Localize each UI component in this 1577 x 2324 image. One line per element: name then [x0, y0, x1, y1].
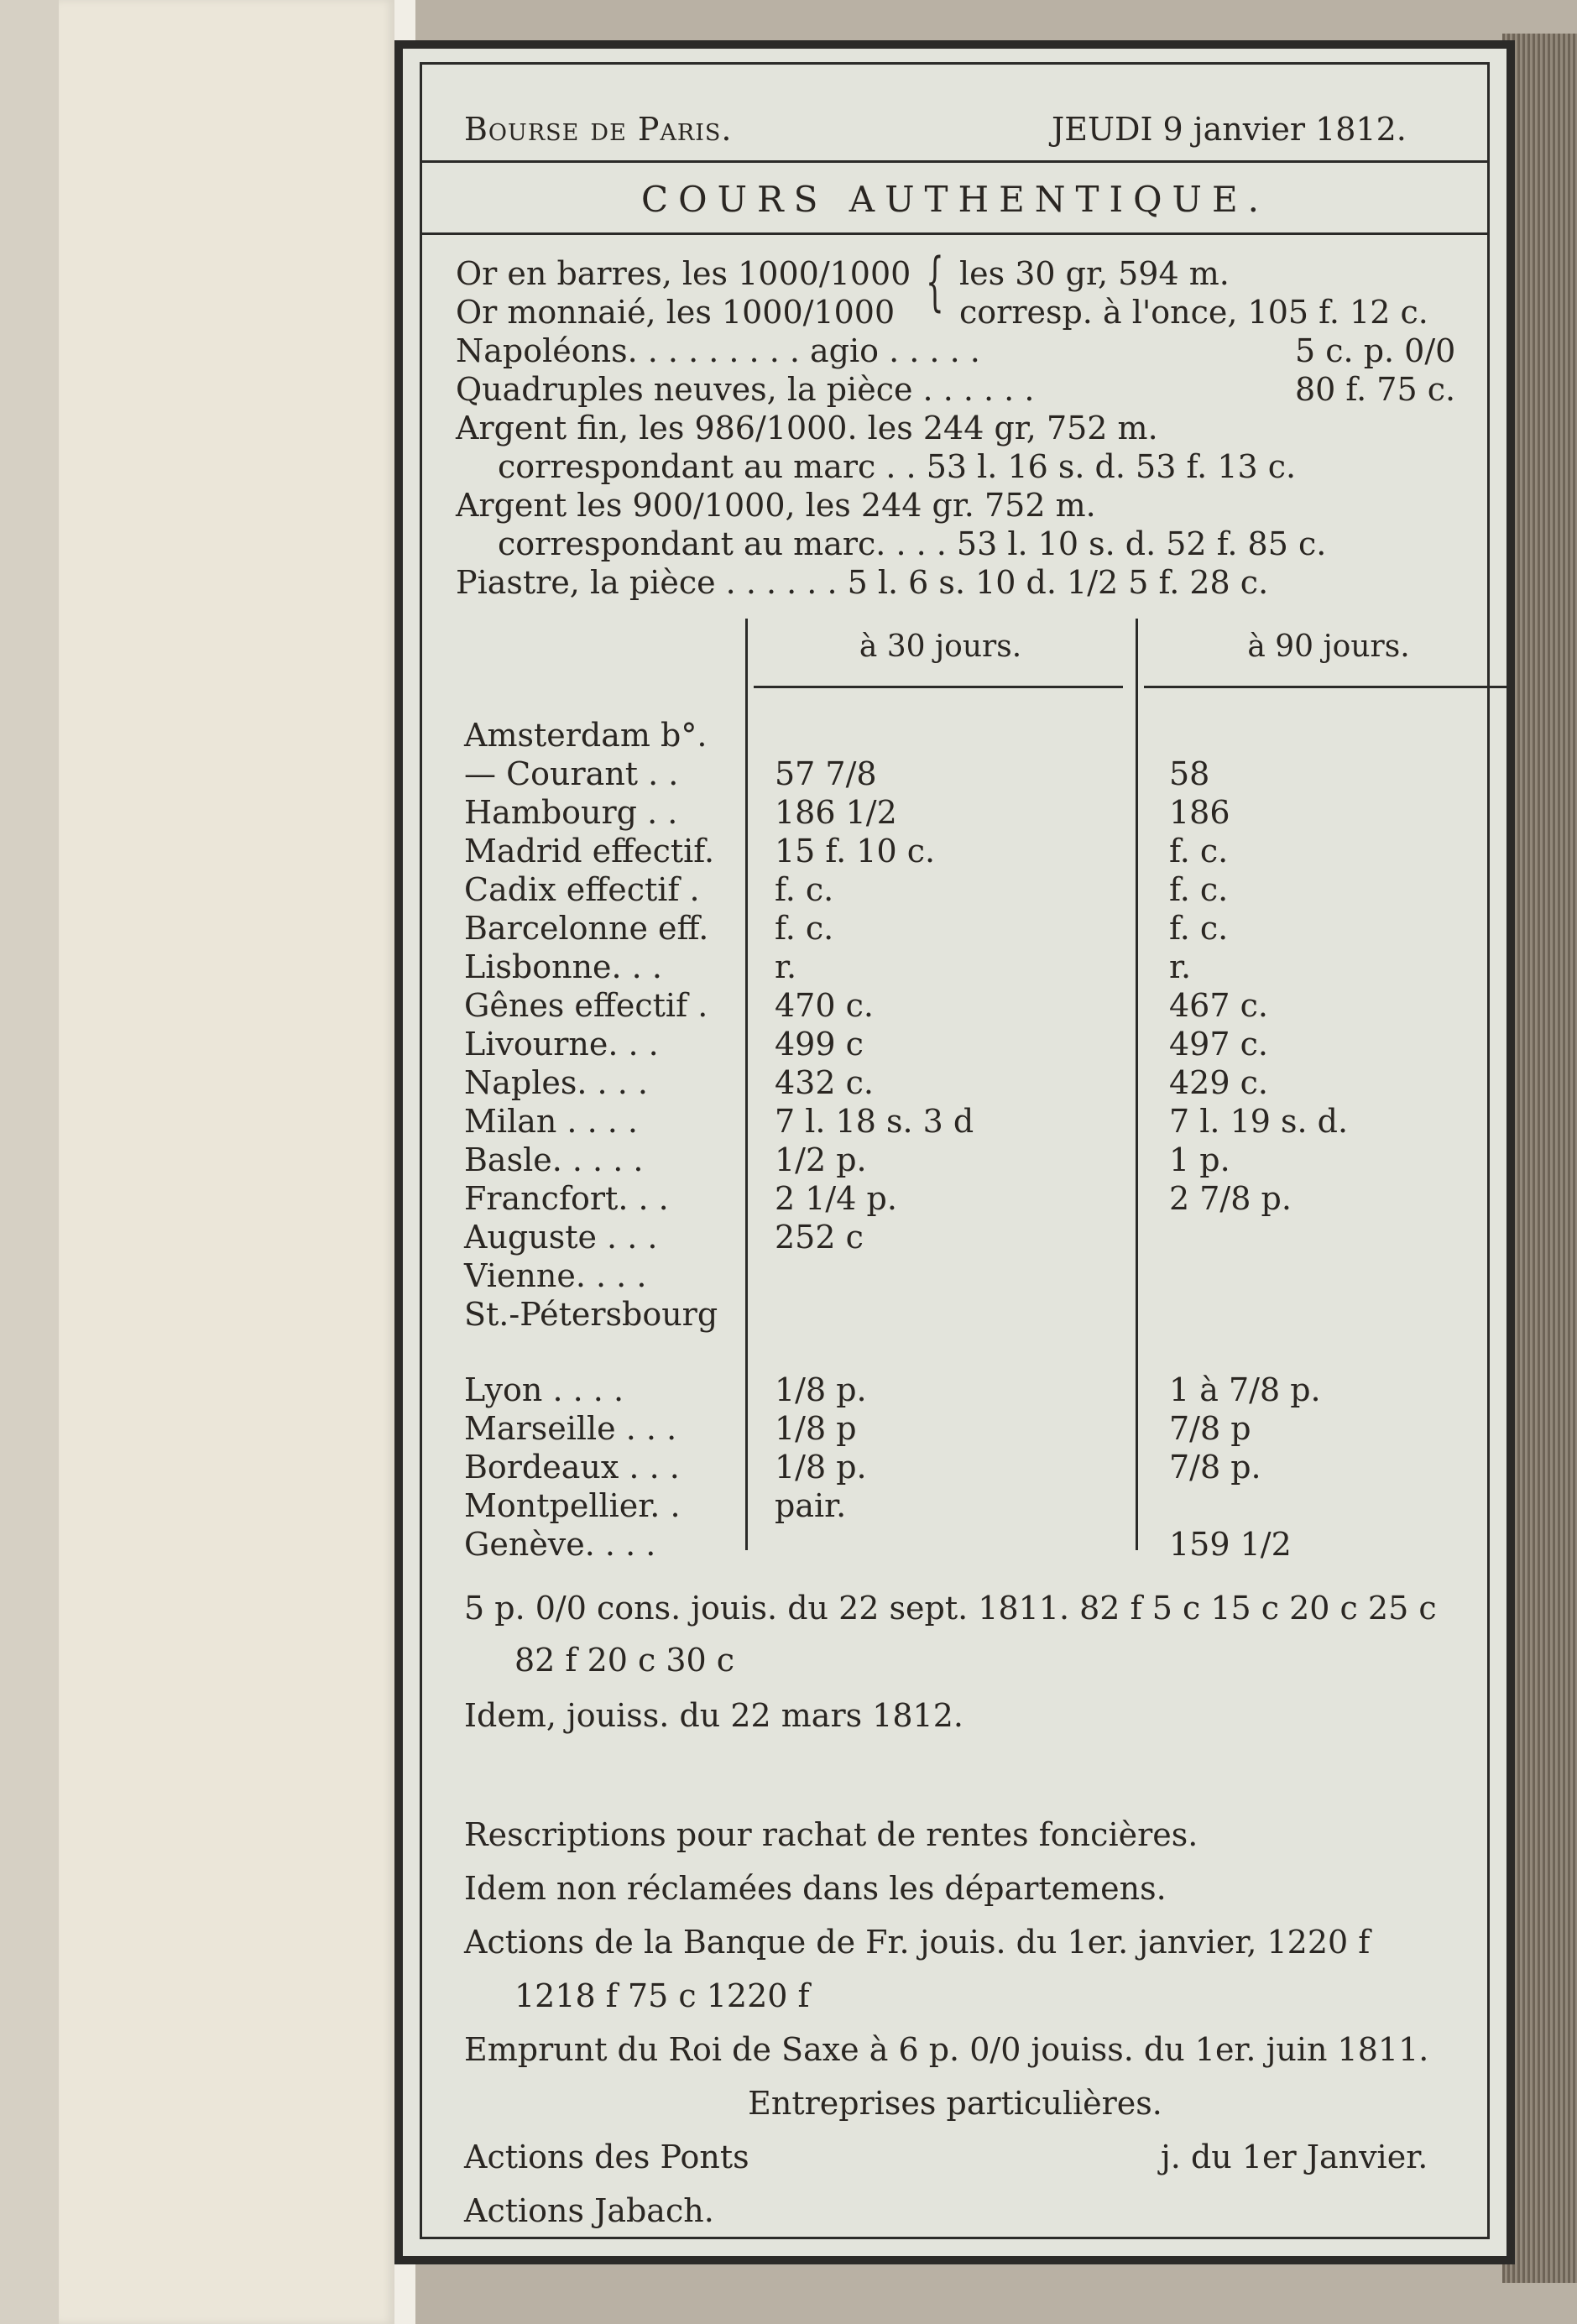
rate-30-days: f. c.: [775, 910, 834, 947]
rate-90-days: 497 c.: [1169, 1026, 1268, 1063]
cours-line: 5 c. p. 0/0: [1295, 332, 1456, 369]
cours-line: Or en barres, les 1000/1000: [456, 255, 911, 292]
rate-90-days: 7 l. 19 s. d.: [1169, 1103, 1349, 1140]
rate-90-days: 186: [1169, 794, 1230, 831]
rate-90-days: 1 p.: [1169, 1141, 1230, 1178]
exchange-place: Francfort. . .: [464, 1180, 669, 1217]
cours-line: Piastre, la pièce . . . . . . 5 l. 6 s. 10 d. 1/2 5 f. 28 c.: [456, 564, 1269, 601]
rate-90-days: 467 c.: [1169, 987, 1268, 1024]
facing-page-blank: [59, 0, 394, 2324]
exchange-place: Cadix effectif .: [464, 871, 700, 908]
exchange-place: Lisbonne. . .: [464, 948, 662, 985]
exchange-place: Gênes effectif .: [464, 987, 708, 1024]
cours-line: correspondant au marc . . 53 l. 16 s. d. 53 f. 13 c.: [498, 448, 1297, 485]
rate-90-days: 2 7/8 p.: [1169, 1180, 1292, 1217]
rente-line: 1218 f 75 c 1220 f: [514, 1977, 810, 2014]
exchange-place: Barcelonne eff.: [464, 910, 709, 947]
rente-line: Actions de la Banque de Fr. jouis. du 1er. janvier, 1220 f: [464, 1924, 1371, 1961]
brace-glyph: {: [926, 243, 944, 318]
rate-90-days: 429 c.: [1169, 1064, 1268, 1101]
rente-line: 82 f 20 c 30 c: [514, 1642, 735, 1679]
table-column-rule: [745, 619, 748, 1550]
rate-30-days: 186 1/2: [775, 794, 897, 831]
exchange-place: Marseille . . .: [464, 1410, 677, 1447]
rente-line: Actions des Ponts: [464, 2139, 749, 2175]
rate-90-days: f. c.: [1169, 871, 1229, 908]
rate-90-days: f. c.: [1169, 833, 1229, 870]
exchange-place: Livourne. . .: [464, 1026, 659, 1063]
exchange-place: Bordeaux . . .: [464, 1449, 680, 1486]
rate-30-days: pair.: [775, 1487, 847, 1524]
column-header-30: à 30 jours.: [859, 629, 1022, 664]
cours-line: Argent les 900/1000, les 244 gr. 752 m.: [456, 487, 1096, 524]
rente-line: Idem, jouiss. du 22 mars 1812.: [464, 1697, 963, 1734]
rate-30-days: 7 l. 18 s. 3 d: [775, 1103, 974, 1140]
printed-page: [394, 40, 1515, 2264]
rate-30-days: 252 c: [775, 1219, 864, 1256]
rate-30-days: 15 f. 10 c.: [775, 833, 936, 870]
rate-90-days: 58: [1169, 755, 1210, 792]
header-rule: [422, 160, 1487, 163]
cours-line: 80 f. 75 c.: [1295, 371, 1456, 408]
cours-line: Napoléons. . . . . . . . . agio . . . . .: [456, 332, 980, 369]
exchange-place: Naples. . . .: [464, 1064, 648, 1101]
exchange-place: Madrid effectif.: [464, 833, 715, 870]
rate-90-days: 1 à 7/8 p.: [1169, 1371, 1321, 1408]
book-edge-left: [0, 0, 59, 2324]
rate-30-days: 1/8 p: [775, 1410, 857, 1447]
cours-line: corresp. à l'once, 105 f. 12 c.: [959, 294, 1428, 331]
cours-line: les 30 gr, 594 m.: [959, 255, 1230, 292]
column-header-90: à 90 jours.: [1247, 629, 1410, 664]
page-frame: [420, 62, 1490, 2239]
cours-line: correspondant au marc. . . . 53 l. 10 s. d. 52 f. 85 c.: [498, 525, 1327, 562]
header-left: Bourse de Paris.: [464, 111, 733, 148]
exchange-place: Genève. . . .: [464, 1526, 656, 1563]
rate-30-days: 470 c.: [775, 987, 874, 1024]
exchange-place: Basle. . . . .: [464, 1141, 644, 1178]
rente-line: j. du 1er Janvier.: [1161, 2139, 1428, 2175]
cours-line: Argent fin, les 986/1000. les 244 gr, 752 m.: [456, 410, 1158, 447]
rate-30-days: 2 1/4 p.: [775, 1180, 897, 1217]
rente-line: Actions Jabach.: [464, 2192, 714, 2229]
rate-30-days: 432 c.: [775, 1064, 874, 1101]
rente-line: Rescriptions pour rachat de rentes foncières.: [464, 1816, 1198, 1853]
column-rule-90: [1144, 686, 1513, 688]
rente-line: Emprunt du Roi de Saxe à 6 p. 0/0 jouiss. du 1er. juin 1811.: [464, 2031, 1429, 2068]
rate-30-days: 57 7/8: [775, 755, 877, 792]
exchange-place: St.-Pétersbourg: [464, 1296, 718, 1333]
rate-30-days: r.: [775, 948, 797, 985]
rente-line: Idem non réclamées dans les départemens.: [464, 1870, 1167, 1907]
rate-30-days: f. c.: [775, 871, 834, 908]
exchange-place: Hambourg . .: [464, 794, 678, 831]
title-rule: [422, 232, 1487, 235]
rente-line: 5 p. 0/0 cons. jouis. du 22 sept. 1811. 82 f 5 c 15 c 20 c 25 c: [464, 1590, 1437, 1627]
exchange-place: Amsterdam b°.: [464, 717, 708, 754]
rate-90-days: 7/8 p.: [1169, 1449, 1261, 1486]
exchange-place: Lyon . . . .: [464, 1371, 624, 1408]
column-rule-30: [754, 686, 1123, 688]
rate-30-days: 1/8 p.: [775, 1371, 867, 1408]
exchange-place: Montpellier. .: [464, 1487, 681, 1524]
section-heading: Entreprises particulières.: [748, 2085, 1162, 2122]
rate-30-days: 499 c: [775, 1026, 864, 1063]
cours-line: Or monnaié, les 1000/1000: [456, 294, 896, 331]
header-date: JEUDI 9 janvier 1812.: [1052, 111, 1407, 148]
page-title: COURS AUTHENTIQUE.: [641, 179, 1269, 220]
rate-90-days: 159 1/2: [1169, 1526, 1292, 1563]
rate-30-days: 1/8 p.: [775, 1449, 867, 1486]
table-column-rule: [1136, 619, 1138, 1550]
exchange-place: Milan . . . .: [464, 1103, 638, 1140]
rate-30-days: 1/2 p.: [775, 1141, 867, 1178]
exchange-place: Auguste . . .: [464, 1219, 658, 1256]
rate-90-days: r.: [1169, 948, 1192, 985]
exchange-place: — Courant . .: [464, 755, 679, 792]
cours-line: Quadruples neuves, la pièce . . . . . .: [456, 371, 1035, 408]
exchange-place: Vienne. . . .: [464, 1257, 647, 1294]
rate-90-days: f. c.: [1169, 910, 1229, 947]
rate-90-days: 7/8 p: [1169, 1410, 1251, 1447]
